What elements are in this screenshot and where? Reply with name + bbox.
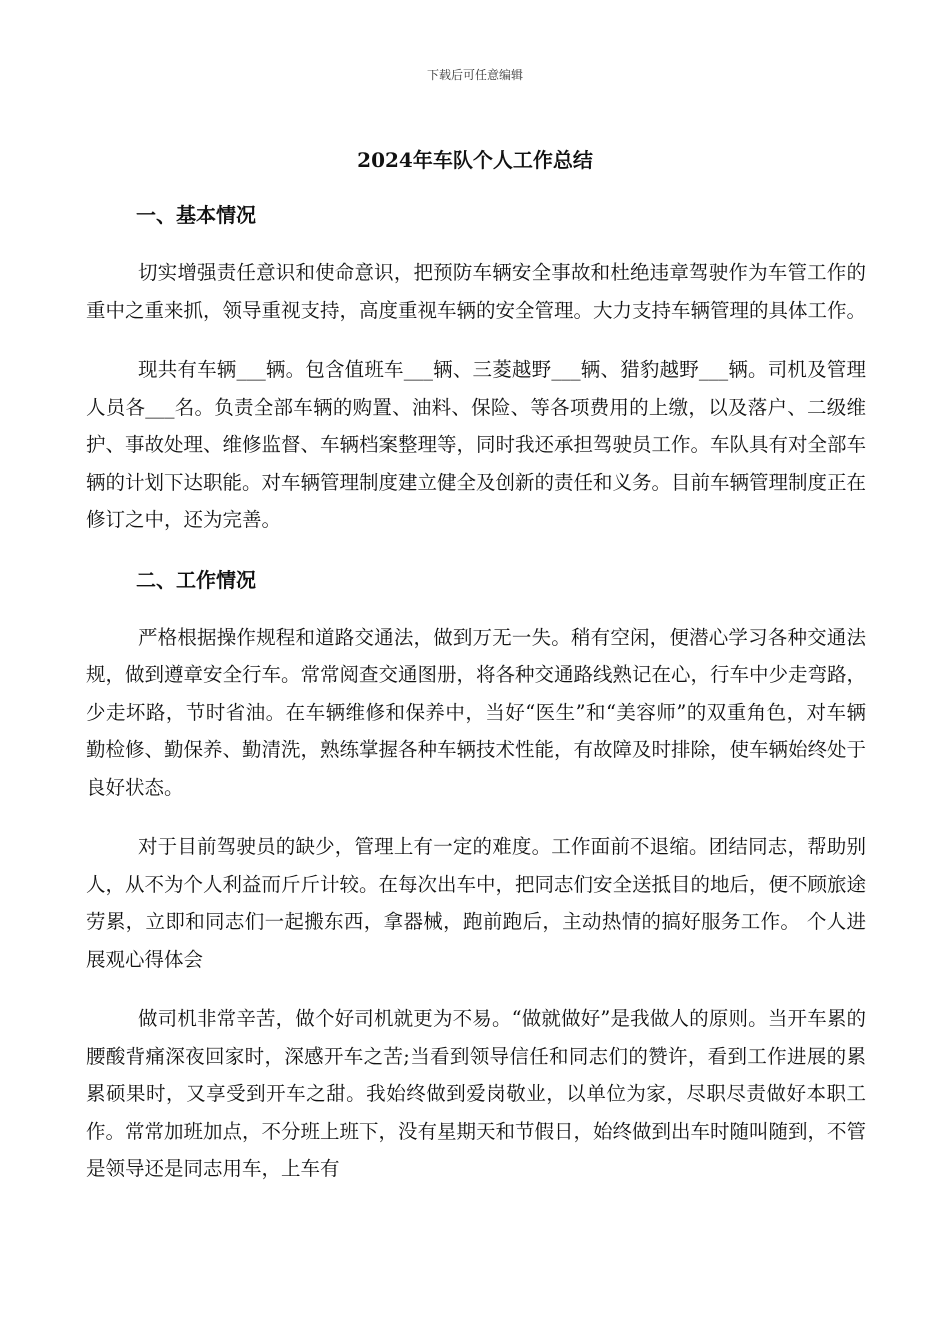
section-basic-situation (86, 196, 866, 539)
paragraph: 现共有车辆___辆。包含值班车___辆、三菱越野___辆、猎豹越野___辆。司机及管理人员各___名。负责全部车辆的购置、油料、保险、等各项费用的上缴，以及落户、二级维护、事故处理、维修监督、车辆档案整理等，同时我还承担驾驶员工作。车队具有对全部车辆的计划下达职能。对车辆管理制度建立健全及创新的责任和义务。目前车辆管理制度正在修订之中，还为完善。 (86, 358, 867, 531)
section-work-situation (86, 561, 866, 1188)
section-heading: 二、工作情况 (136, 567, 256, 592)
page-header-note: 下载后可任意编辑 (426, 68, 523, 82)
document-body (86, 196, 866, 1188)
document-title: 2024年车队个人工作总结 (357, 148, 593, 172)
paragraph: 严格根据操作规程和道路交通法，做到万无一失。稍有空闲，便潜心学习各种交通法规，做到遵章安全行车。常常阅查交通图册，将各种交通路线熟记在心，行车中少走弯路，少走坏路，节时省油。在车辆维修和保养中，当好“医生”和“美容师”的双重角色，对车辆勤检修、勤保养、勤清洗，熟练掌握各种车辆技术性能，有故障及时排除，使车辆始终处于良好状态。 (86, 625, 867, 799)
section-heading: 一、基本情况 (136, 203, 256, 227)
paragraph: 做司机非常辛苦，做个好司机就更为不易。“做就做好”是我做人的原则。当开车累的腰酸背痛深夜回家时，深感开车之苦;当看到领导信任和同志们的赞许，看到工作进展的累累硕果时，又享受到开车之甜。我始终做到爱岗敬业，以单位为家，尽职尽责做好本职工作。常常加班加点，不分班上班下，没有星期天和节假日，始终做到出车时随叫随到，不管是领导还是同志用车，上车有 (86, 1007, 867, 1180)
paragraph: 对于目前驾驶员的缺少，管理上有一定的难度。工作面前不退缩。团结同志，帮助别人，从不为个人利益而斤斤计较。在每次出车中，把同志们安全送抵目的地后，便不顾旅途劳累，立即和同志们一起搬东西，拿器械，跑前跑后，主动热情的搞好服务工作。 个人进展观心得体会 (86, 835, 867, 971)
paragraph: 切实增强责任意识和使命意识，把预防车辆安全事故和杜绝违章驾驶作为车管工作的重中之重来抓，领导重视支持，高度重视车辆的安全管理。大力支持车辆管理的具体工作。 (86, 261, 867, 322)
